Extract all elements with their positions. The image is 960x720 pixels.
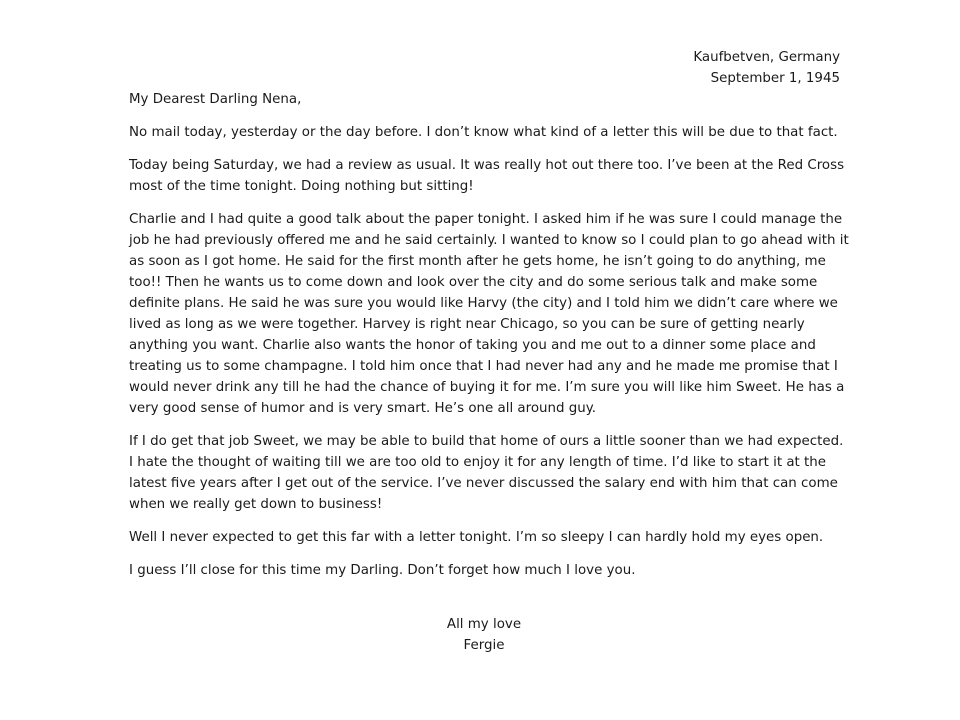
paragraph-2: Today being Saturday, we had a review as usual. It was really hot out there too. I’ve been at the Red Cross most of the time tonight. Doing nothing but sitting!: [129, 158, 845, 194]
signature: Fergie: [463, 638, 505, 653]
paragraph-5: Well I never expected to get this far with a letter tonight. I’m so sleepy I can hardly hold my eyes open.: [129, 530, 824, 545]
closing-line: All my love: [446, 617, 522, 632]
letter-body: [129, 122, 849, 593]
letter-place: Kaufbetven, Germany: [693, 50, 840, 65]
paragraph-1: No mail today, yesterday or the day before. I don’t know what kind of a letter this will be due to that fact.: [129, 125, 838, 140]
paragraph-4: If I do get that job Sweet, we may be able to build that home of ours a little sooner than we had expected. I hate the thought of waiting till we are too old to enjoy it for any length of time. I’d like to start it at the latest five years after I get out of the service. I’ve never discussed the salary end with him that can come when we really get down to business!: [129, 434, 844, 512]
paragraph-6: I guess I’ll close for this time my Darling. Don’t forget how much I love you.: [129, 563, 636, 578]
salutation: My Dearest Darling Nena,: [129, 92, 302, 107]
closing-block: [384, 614, 584, 656]
paragraph-3: Charlie and I had quite a good talk about the paper tonight. I asked him if he was sure I could manage the job he had previously offered me and he said certainly. I wanted to know so I could plan to go ahead with it as soon as I got home. He said for the first month after he gets home, he isn’t going to do anything, me too!! Then he wants us to come down and look over the city and do some serious talk and make some definite plans. He said he was sure you would like Harvy (the city) and I told him we didn’t care where we lived as long as we were together. Harvey is right near Chicago, so you can be sure of getting nearly anything you want. Charlie also wants the honor of taking you and me out to a dinner some place and treating us to some champagne. I told him once that I had never had any and he made me promise that I would never drink any till he had the chance of buying it for me. I’m sure you will like him Sweet. He has a very good sense of humor and is very smart. He’s one all around guy.: [129, 212, 849, 416]
letter-date: September 1, 1945: [710, 71, 840, 86]
dateline: [693, 47, 840, 89]
